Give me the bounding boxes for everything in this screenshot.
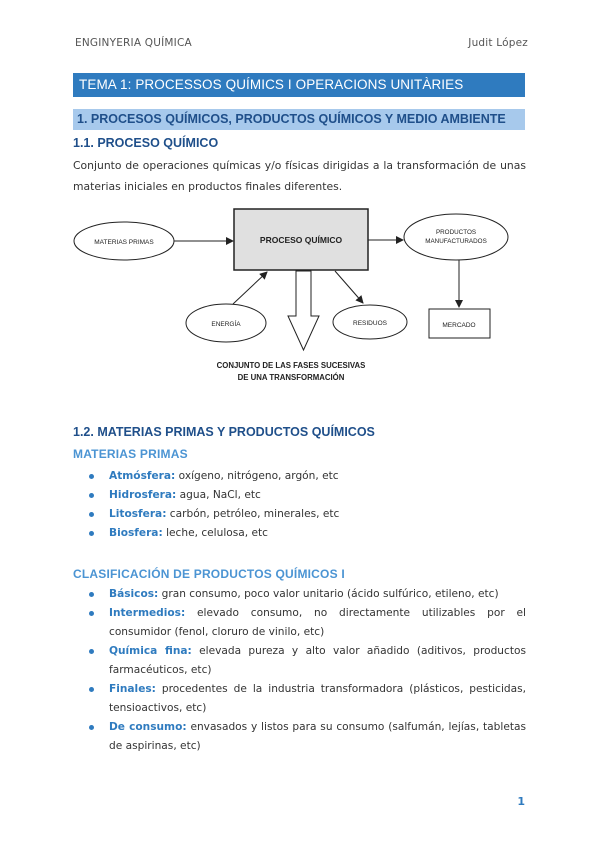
clasificacion-heading: CLASIFICACIÓN DE PRODUCTOS QUÍMICOS I [73,567,345,581]
bullet-icon [89,611,94,616]
productos-label-line2: MANUFACTURADOS [425,238,487,245]
arrow-energia-to-proceso [233,272,267,304]
materias-primas-heading: MATERIAS PRIMAS [73,447,188,461]
bullet-icon [89,649,94,654]
list-item: De consumo: envasados y listos para su consumo (salfumán, lejías, tabletas de aspirinas, etc) [73,718,526,756]
list-item: Biosfera: leche, celulosa, etc [73,524,526,543]
materias-primas-list [73,467,526,543]
chapter-title-band [73,73,525,97]
productos-manufacturados-node [404,214,508,260]
list-item: Atmósfera: oxígeno, nitrógeno, argón, etc [73,467,526,486]
bullet-icon [89,687,94,692]
bullet-icon [89,512,94,517]
productos-label-line1: PRODUCTOS [435,229,477,236]
energia-label: ENERGÍA [211,321,241,328]
diagram-caption-line2: DE UNA TRANSFORMACIÓN [237,373,345,382]
list-item: Hidrosfera: agua, NaCl, etc [73,486,526,505]
residuos-label: RESIDUOS [353,320,387,327]
bullet-icon [89,531,94,536]
list-item: Intermedios: elevado consumo, no directamente utilizables por el consumidor (fenol, cloruro de vinilo, etc) [73,604,526,642]
list-item: Finales: procedentes de la industria transformadora (plásticos, pesticidas, tensioactivos, etc) [73,680,526,718]
header-course-title: ENGINYERIA QUÍMICA [75,37,192,49]
list-item: Litosfera: carbón, petróleo, minerales, etc [73,505,526,524]
proceso-definition: Conjunto de operaciones químicas y/o físicas dirigidas a la transformación de unas materias iniciales en productos finales diferentes. [73,159,526,193]
bullet-icon [89,474,94,479]
section-title-band [73,109,525,130]
process-diagram [73,200,533,390]
arrow-proceso-to-residuos [335,271,363,303]
bullet-icon [89,592,94,597]
diagram-caption-line1: CONJUNTO DE LAS FASES SUCESIVAS [216,361,366,370]
bullet-icon [89,493,94,498]
chapter-title: TEMA 1: PROCESSOS QUÍMICS I OPERACIONS UNITÀRIES [79,77,464,92]
fases-down-arrow [288,271,319,350]
bullet-icon [89,725,94,730]
subsection-title-materias: 1.2. MATERIAS PRIMAS Y PRODUCTOS QUÍMICOS [73,425,375,439]
section-title: 1. PROCESOS QUÍMICOS, PRODUCTOS QUÍMICOS Y MEDIO AMBIENTE [77,112,506,126]
mercado-label: MERCADO [442,322,476,329]
clasificacion-list [73,585,526,756]
subsection-title-proceso: 1.1. PROCESO QUÍMICO [73,136,219,150]
list-item: Química fina: elevada pureza y alto valor añadido (aditivos, productos farmacéuticos, etc) [73,642,526,680]
header-author: Judit López [468,37,528,49]
materias-primas-label: MATERIAS PRIMAS [94,239,154,246]
list-item: Básicos: gran consumo, poco valor unitario (ácido sulfúrico, etileno, etc) [73,585,526,604]
page-number: 1 [517,795,525,808]
proceso-quimico-label: PROCESO QUÍMICO [259,235,343,245]
